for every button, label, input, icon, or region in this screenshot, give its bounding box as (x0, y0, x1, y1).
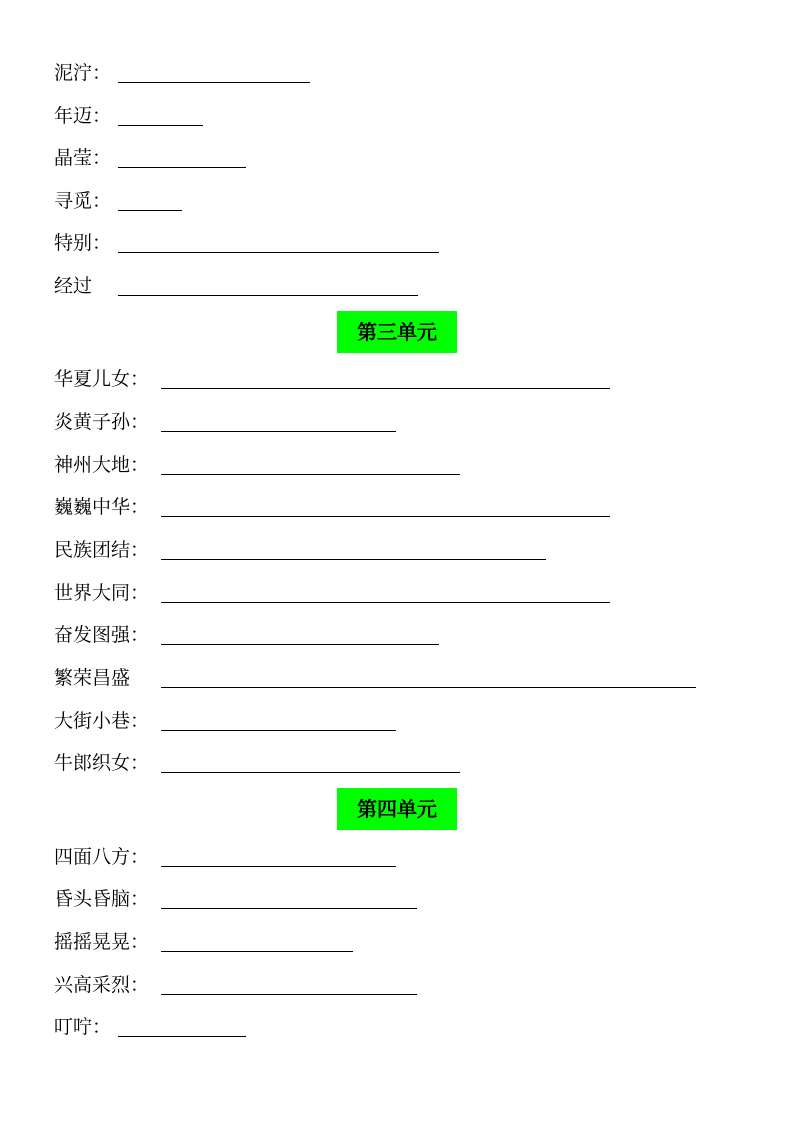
answer-blank[interactable] (161, 866, 396, 867)
word-label: 巍巍中华： (54, 496, 150, 518)
word-label: 兴高采烈： (54, 974, 150, 996)
answer-blank[interactable] (161, 602, 610, 603)
word-label: 民族团结： (54, 539, 150, 561)
word-label: 摇摇晃晃： (54, 931, 150, 953)
answer-blank[interactable] (161, 994, 417, 995)
word-label: 经过 (54, 275, 93, 297)
answer-blank[interactable] (161, 908, 417, 909)
word-label: 牛郎织女： (54, 752, 150, 774)
answer-blank[interactable] (118, 167, 246, 168)
word-label: 大街小巷： (54, 710, 150, 732)
word-label: 炎黄子孙： (54, 411, 150, 433)
unit-heading: 第三单元 (337, 311, 457, 353)
answer-blank[interactable] (161, 730, 396, 731)
word-label: 繁荣昌盛 (54, 667, 131, 689)
answer-blank[interactable] (161, 474, 460, 475)
answer-blank[interactable] (161, 951, 353, 952)
answer-blank[interactable] (118, 252, 439, 253)
answer-blank[interactable] (118, 295, 418, 296)
word-label: 神州大地： (54, 454, 150, 476)
answer-blank[interactable] (161, 687, 696, 688)
answer-blank[interactable] (118, 210, 182, 211)
answer-blank[interactable] (161, 772, 460, 773)
word-label: 晶莹： (54, 147, 112, 169)
word-label: 泥泞： (54, 62, 112, 84)
word-label: 华夏儿女： (54, 368, 150, 390)
word-label: 寻觅： (54, 190, 112, 212)
word-label: 奋发图强： (54, 624, 150, 646)
answer-blank[interactable] (161, 644, 439, 645)
word-label: 特别： (54, 232, 112, 254)
unit-heading: 第四单元 (337, 788, 457, 830)
answer-blank[interactable] (161, 431, 396, 432)
word-label: 叮咛： (54, 1016, 112, 1038)
answer-blank[interactable] (161, 516, 610, 517)
answer-blank[interactable] (118, 82, 310, 83)
answer-blank[interactable] (118, 125, 203, 126)
answer-blank[interactable] (161, 388, 610, 389)
answer-blank[interactable] (161, 559, 546, 560)
word-label: 年迈： (54, 105, 112, 127)
answer-blank[interactable] (118, 1036, 246, 1037)
word-label: 四面八方： (54, 846, 150, 868)
word-label: 世界大同： (54, 582, 150, 604)
word-label: 昏头昏脑： (54, 888, 150, 910)
